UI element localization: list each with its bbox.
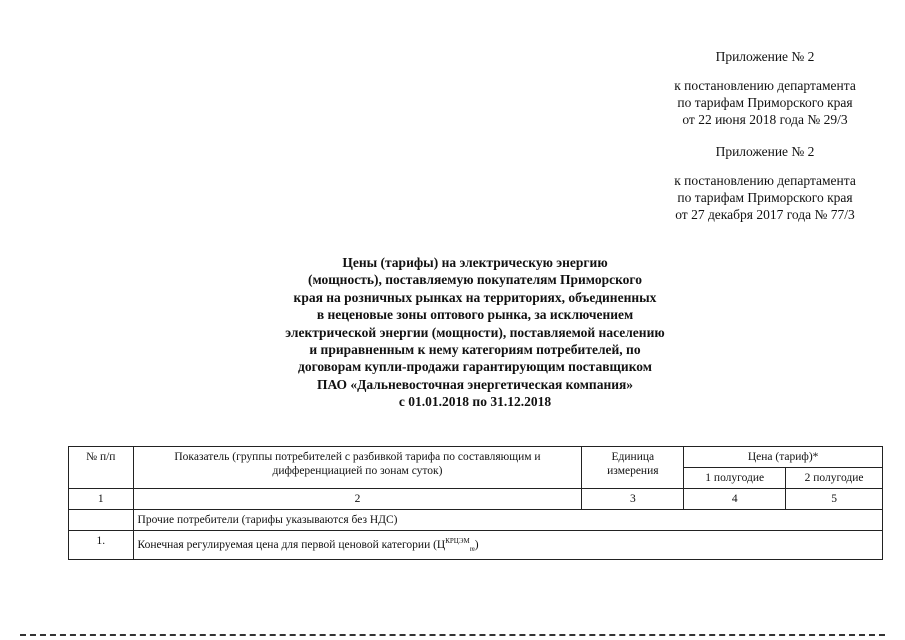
table-header-row [69, 447, 883, 468]
header-half1: 1 полугодие [684, 468, 786, 489]
row-text-close: ) [474, 538, 479, 551]
formula-subscript: m [469, 545, 475, 554]
formula-superscript: КРЦЭМ [445, 537, 470, 545]
tariff-table [68, 446, 883, 560]
title-line: договорам купли-продажи гарантирующим поставщиком [298, 359, 652, 375]
title-line: (мощность), поставляемую покупателям Приморского [308, 272, 642, 288]
header-unit: Единица измерения [582, 447, 684, 489]
column-number: 1 [69, 489, 134, 510]
appendix-line: от 22 июня 2018 года № 29/3 [682, 112, 848, 127]
document-title [240, 254, 710, 411]
appendix-label: Приложение № 2 [715, 144, 815, 159]
section-empty-cell [69, 510, 134, 531]
appendix-line: по тарифам Приморского края [677, 95, 853, 110]
header-indicator: Показатель (группы потребителей с разбивкой тарифа по составляющим и дифференциацией по зонам суток) [133, 447, 582, 489]
header-number: № п/п [69, 447, 134, 489]
section-title: Прочие потребители (тарифы указываются без НДС) [133, 510, 882, 531]
column-number: 4 [684, 489, 786, 510]
appendix-line: от 27 декабря 2017 года № 77/3 [675, 207, 855, 222]
column-number: 5 [786, 489, 883, 510]
page-bottom-rule [20, 634, 885, 638]
header-price: Цена (тариф)* [684, 447, 883, 468]
column-number: 3 [582, 489, 684, 510]
row-text [133, 531, 882, 560]
appendix-label: Приложение № 2 [715, 49, 815, 64]
table-row [69, 531, 883, 560]
title-line: в неценовые зоны оптового рынка, за исключением [316, 307, 634, 323]
title-line: с 01.01.2018 по 31.12.2018 [398, 394, 552, 410]
row-number: 1. [69, 531, 134, 560]
title-line: края на розничных рынках на территориях, объединенных [293, 289, 657, 305]
header-half2: 2 полугодие [786, 468, 883, 489]
section-row [69, 510, 883, 531]
title-line: ПАО «Дальневосточная энергетическая компания» [316, 376, 634, 392]
appendix-line: по тарифам Приморского края [677, 190, 853, 205]
appendix-line: к постановлению департамента [674, 173, 856, 188]
row-text-main: Конечная регулируемая цена для первой ценовой категории (Ц [137, 538, 446, 551]
column-number-row [69, 489, 883, 510]
appendix-note-1 [663, 48, 867, 128]
appendix-line: к постановлению департамента [674, 78, 856, 93]
appendix-note-2 [663, 143, 867, 223]
title-line: электрической энергии (мощности), поставляемой населению [285, 324, 665, 340]
column-number: 2 [133, 489, 582, 510]
title-line: и приравненным к нему категориям потребителей, по [309, 342, 641, 358]
title-line: Цены (тарифы) на электрическую энергию [342, 255, 608, 270]
